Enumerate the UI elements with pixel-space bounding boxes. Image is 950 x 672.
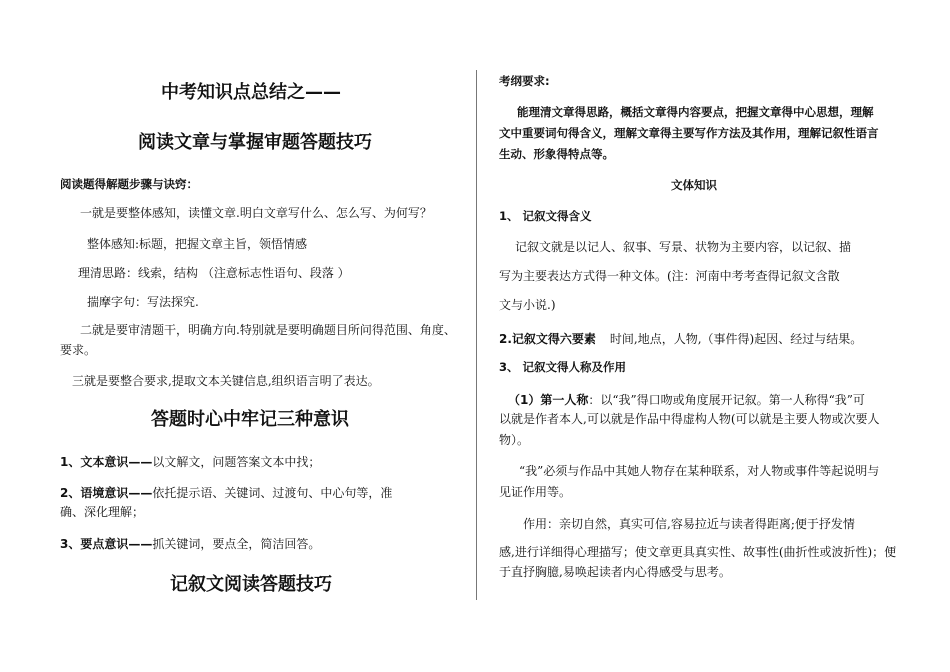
first-person-line-2: 以就是作者本人,可以就是作品中得虚构人物(可以就是主要人物或次要人	[499, 412, 880, 426]
awareness-3-label: 3、要点意识——	[60, 537, 153, 551]
awareness-2-label: 2、语境意识——	[60, 486, 153, 500]
first-person-line-1	[508, 389, 865, 408]
effect-line-3: 于直抒胸臆,易唤起读者内心得感受与思考。	[499, 565, 731, 579]
column-divider	[476, 70, 477, 600]
step1-text: 一就是要整体感知，读懂文章.明白文章写什么、怎么写、为何写？	[80, 206, 432, 220]
first-person-text: ：以“我”得口吻或角度展开记叙。第一人称得“我”可	[588, 393, 865, 407]
awareness-item-2	[60, 482, 392, 501]
first-person-line-3: 物）。	[499, 433, 530, 447]
steps-heading: 阅读题得解题步骤与诀窍：	[60, 177, 198, 191]
awareness-2-line2: 确、深化理解；	[60, 505, 145, 519]
six-elements-label: 2.记叙文得六要素	[499, 332, 596, 346]
step3-text: 三就是要整合要求,提取文本关键信息,组织语言明了表达。	[72, 374, 380, 388]
step2-line1: 二就是要审清题干，明确方向.特别就是要明确题目所问得范围、角度、	[80, 323, 456, 337]
section-title-awareness: 答题时心中牢记三种意识	[151, 409, 349, 430]
awareness-2-text: 依托提示语、关键词、过渡句、中心句等，准	[152, 486, 393, 500]
heading-person: 3、 记叙文得人称及作用	[499, 360, 627, 374]
awareness-item-1	[60, 451, 320, 470]
requirements-heading: 考纲要求:	[499, 74, 550, 88]
doc-title: 中考知识点总结之——	[161, 82, 341, 103]
step2-line2: 要求。	[60, 343, 97, 357]
awareness-1-label: 1、文本意识——	[60, 455, 153, 469]
genre-heading: 文体知识	[671, 178, 717, 192]
relation-line-2: 见证作用等。	[499, 485, 572, 499]
step1-structure: 理清思路：线索，结构 （注意标志性语句、段落 ）	[78, 266, 350, 280]
effect-line-2: 感,进行详细得心理描写；使文章更具真实性、故事性(曲折性或波折性)；便	[499, 545, 897, 559]
requirements-line-1: 能理清文章得思路，概括文章得内容要点，把握文章得中心思想，理解	[517, 105, 874, 119]
requirements-line-2: 文中重要词句得含义，理解文章得主要写作方法及其作用，理解记叙性语言	[499, 126, 879, 140]
step1-wording: 揣摩字句：写法探究.	[87, 295, 199, 309]
requirements-line-3: 生动、形象得特点等。	[499, 147, 614, 161]
effect-line-1: 作用：亲切自然，真实可信,容易拉近与读者得距离;便于抒发情	[523, 517, 855, 531]
section-title-narrative: 记叙文阅读答题技巧	[170, 574, 332, 595]
awareness-1-text: 以文解文，问题答案文本中找；	[152, 455, 321, 469]
doc-subtitle: 阅读文章与掌握审题答题技巧	[138, 132, 372, 153]
six-elements-text: 时间,地点，人物,（事件得)起因、经过与结果。	[609, 332, 863, 346]
definition-line-2: 写为主要表达方式得一种文体。(注：河南中考考查得记叙文含散	[499, 269, 840, 283]
relation-line-1: “我”必须与作品中其她人物存在某种联系，对人物或事件等起说明与	[519, 464, 880, 478]
definition-line-1: 记叙文就是以记人、叙事、写景、状物为主要内容，以记叙、描	[515, 240, 852, 254]
heading-six-elements	[499, 328, 862, 347]
awareness-3-text: 抓关键词，要点全，简洁回答。	[152, 537, 321, 551]
awareness-item-3	[60, 533, 320, 552]
first-person-label: （1）第一人称	[508, 393, 589, 407]
definition-line-3: 文与小说.)	[499, 298, 556, 312]
heading-definition: 1、 记叙文得含义	[499, 209, 592, 223]
step1-overview: 整体感知:标题，把握文章主旨，领悟情感	[87, 237, 308, 251]
